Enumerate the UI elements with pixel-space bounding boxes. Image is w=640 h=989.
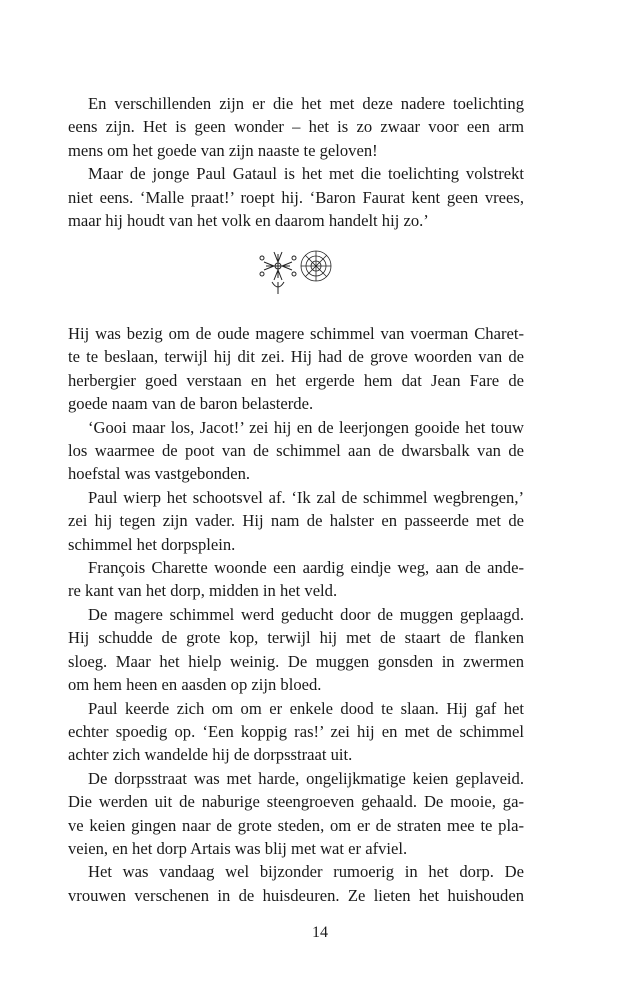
text-line: herbergier goed verstaan en het ergerde hem dat Jean Fare de bbox=[68, 370, 524, 390]
text-line: niet eens. ‘Malle praat!’ roept hij. ‘Baron Faurat kent geen vrees, bbox=[68, 187, 524, 207]
text-line: mens om het goede van zijn naaste te geloven! bbox=[68, 140, 378, 160]
text-line: hoefstal was vastgebonden. bbox=[68, 464, 251, 484]
text-line: De magere schimmel werd geducht door de muggen geplaagd. bbox=[88, 604, 524, 624]
text-line: echter spoedig op. ‘Een koppig ras!’ zei hij en met de schimmel bbox=[68, 721, 524, 741]
text-line: maar hij houdt van het volk en daarom handelt hij zo.’ bbox=[68, 211, 429, 231]
text-line: zei hij tegen zijn vader. Hij nam de halster en passeerde met de bbox=[68, 511, 524, 531]
page-number: 14 bbox=[312, 924, 328, 941]
paragraph bbox=[68, 860, 524, 907]
text-line: Maar de jonge Paul Gataul is het met die toelichting volstrekt bbox=[88, 164, 524, 184]
text-line: veien, en het dorp Artais was blij met wat er afviel. bbox=[68, 838, 408, 858]
text-line: Hij schudde de grote kop, terwijl hij met de staart de flanken bbox=[68, 628, 524, 648]
paragraph bbox=[68, 486, 524, 556]
text-line: re kant van het dorp, midden in het veld. bbox=[68, 581, 338, 601]
text-line: los waarmee de poot van de schimmel aan de dwarsbalk van de bbox=[68, 441, 524, 461]
text-line: François Charette woonde een aardig eindje weg, aan de ande- bbox=[88, 558, 524, 578]
text-line: vrouwen verschenen in de huisdeuren. Ze lieten het huishouden bbox=[68, 885, 524, 905]
paragraph bbox=[68, 603, 524, 697]
paragraph bbox=[68, 697, 524, 767]
top-text-block bbox=[68, 92, 524, 232]
text-line: Hij was bezig om de oude magere schimmel van voerman Charet- bbox=[68, 324, 524, 343]
text-line: ‘Gooi maar los, Jacot!’ zei hij en de leerjongen gooide het touw bbox=[88, 417, 524, 437]
text-line: Paul wierp het schootsvel af. ‘Ik zal de schimmel wegbrengen,’ bbox=[88, 487, 524, 507]
text-line: schimmel het dorpsplein. bbox=[68, 534, 236, 554]
ornament bbox=[256, 248, 336, 298]
text-line: En verschillenden zijn er die het met deze nadere toelichting bbox=[88, 94, 524, 113]
text-line: eens zijn. Het is geen wonder – het is zo zwaar voor een arm bbox=[68, 117, 524, 137]
paragraph bbox=[68, 92, 524, 162]
text-line: te te beslaan, terwijl hij dit zei. Hij had de grove woorden van de bbox=[68, 347, 524, 367]
cross-emblem-icon bbox=[260, 252, 296, 294]
text-line: achter zich wandelde hij de dorpsstraat uit. bbox=[68, 745, 353, 765]
text-line: om hem heen en aasden op zijn bloed. bbox=[68, 675, 322, 695]
paragraph bbox=[68, 162, 524, 232]
paragraph bbox=[68, 416, 524, 486]
text-line: sloeg. Maar het hielp weinig. De muggen gonsden in zwermen bbox=[68, 651, 524, 671]
text-line: Paul keerde zich om om er enkele dood te slaan. Hij gaf het bbox=[88, 698, 524, 718]
compass-rose-icon bbox=[301, 251, 331, 281]
paragraph bbox=[68, 322, 524, 416]
text-line: Die werden uit de naburige steengroeven gehaald. De mooie, ga- bbox=[68, 792, 524, 812]
text-line: goede naam van de baron belasterde. bbox=[68, 394, 314, 414]
text-line: De dorpsstraat was met harde, ongelijkmatige keien geplaveid. bbox=[88, 768, 524, 788]
text-line: Het was vandaag wel bijzonder rumoerig in het dorp. De bbox=[88, 862, 524, 882]
main-text-block bbox=[68, 322, 524, 907]
text-line: ve keien gingen naar de grote steden, om er de straten mee te pla- bbox=[68, 815, 524, 835]
paragraph bbox=[68, 556, 524, 603]
paragraph bbox=[68, 767, 524, 861]
